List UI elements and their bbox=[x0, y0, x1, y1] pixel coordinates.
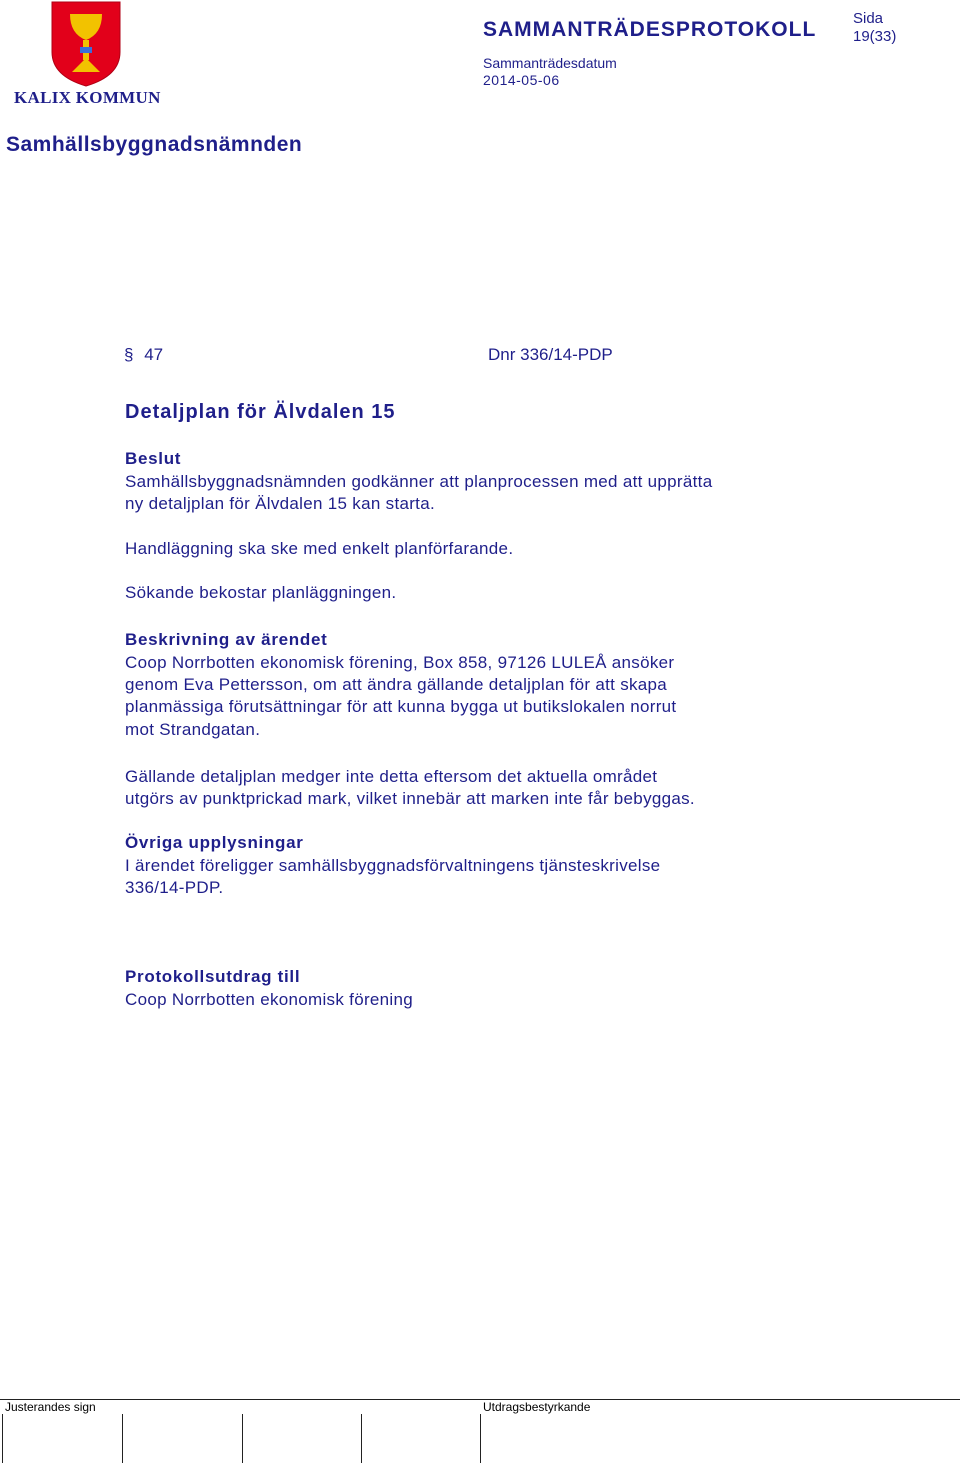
beskrivning-line-1: Coop Norrbotten ekonomisk förening, Box 858, 97126 LULEÅ ansöker bbox=[125, 653, 675, 672]
section-sign: § bbox=[124, 345, 134, 364]
ovriga-line-1: I ärendet föreligger samhällsbyggnadsförvaltningens tjänsteskrivelse bbox=[125, 856, 661, 875]
meeting-date: 2014-05-06 bbox=[483, 72, 560, 88]
beskrivning-heading: Beskrivning av ärendet bbox=[125, 630, 328, 649]
beskrivning-line-3: planmässiga förutsättningar för att kunna bygga ut butikslokalen norrut bbox=[125, 697, 677, 716]
meeting-date-label: Sammanträdesdatum bbox=[483, 55, 617, 71]
page-label: Sida bbox=[853, 10, 884, 27]
signature-box-divider bbox=[122, 1414, 123, 1463]
justerandes-sign-label: Justerandes sign bbox=[5, 1400, 96, 1414]
beslut-bekostar: Sökande bekostar planläggningen. bbox=[125, 583, 397, 602]
page-number: 19(33) bbox=[853, 28, 897, 45]
beskrivning-line-2: genom Eva Pettersson, om att ändra gällande detaljplan för att skapa bbox=[125, 675, 668, 694]
beskrivning-line-4: mot Strandgatan. bbox=[125, 720, 261, 739]
beskrivning-p2-line-2: utgörs av punktprickad mark, vilket innebär att marken inte får bebyggas. bbox=[125, 789, 695, 808]
protokollsutdrag-heading: Protokollsutdrag till bbox=[125, 967, 301, 986]
beslut-heading: Beslut bbox=[125, 449, 182, 468]
org-wordmark: KALIX KOMMUN bbox=[14, 88, 161, 107]
beskrivning-p2-line-1: Gällande detaljplan medger inte detta eftersom det aktuella området bbox=[125, 767, 658, 786]
paragraph-title: Detaljplan för Älvdalen 15 bbox=[125, 401, 396, 423]
diary-number: Dnr 336/14-PDP bbox=[488, 345, 613, 364]
signature-box-divider bbox=[2, 1414, 3, 1463]
ovriga-heading: Övriga upplysningar bbox=[125, 833, 304, 852]
signature-box-divider bbox=[361, 1414, 362, 1463]
paragraph-number-value: 47 bbox=[144, 345, 164, 364]
footer-divider bbox=[0, 1399, 960, 1400]
ovriga-line-2: 336/14-PDP. bbox=[125, 878, 224, 897]
paragraph-number bbox=[124, 345, 163, 365]
signature-box-divider bbox=[480, 1414, 481, 1463]
protocol-title: SAMMANTRÄDESPROTOKOLL bbox=[483, 18, 817, 41]
beslut-handlaggning: Handläggning ska ske med enkelt planförfarande. bbox=[125, 539, 514, 558]
board-name: Samhällsbyggnadsnämnden bbox=[6, 133, 303, 156]
utdragsbestyrkande-label: Utdragsbestyrkande bbox=[483, 1400, 591, 1414]
protokollsutdrag-recipient: Coop Norrbotten ekonomisk förening bbox=[125, 990, 414, 1009]
signature-box-divider bbox=[242, 1414, 243, 1463]
coat-of-arms-icon bbox=[12, 0, 162, 88]
beslut-line-2: ny detaljplan för Älvdalen 15 kan starta. bbox=[125, 494, 435, 513]
beslut-line-1: Samhällsbyggnadsnämnden godkänner att planprocessen med att upprätta bbox=[125, 472, 713, 491]
